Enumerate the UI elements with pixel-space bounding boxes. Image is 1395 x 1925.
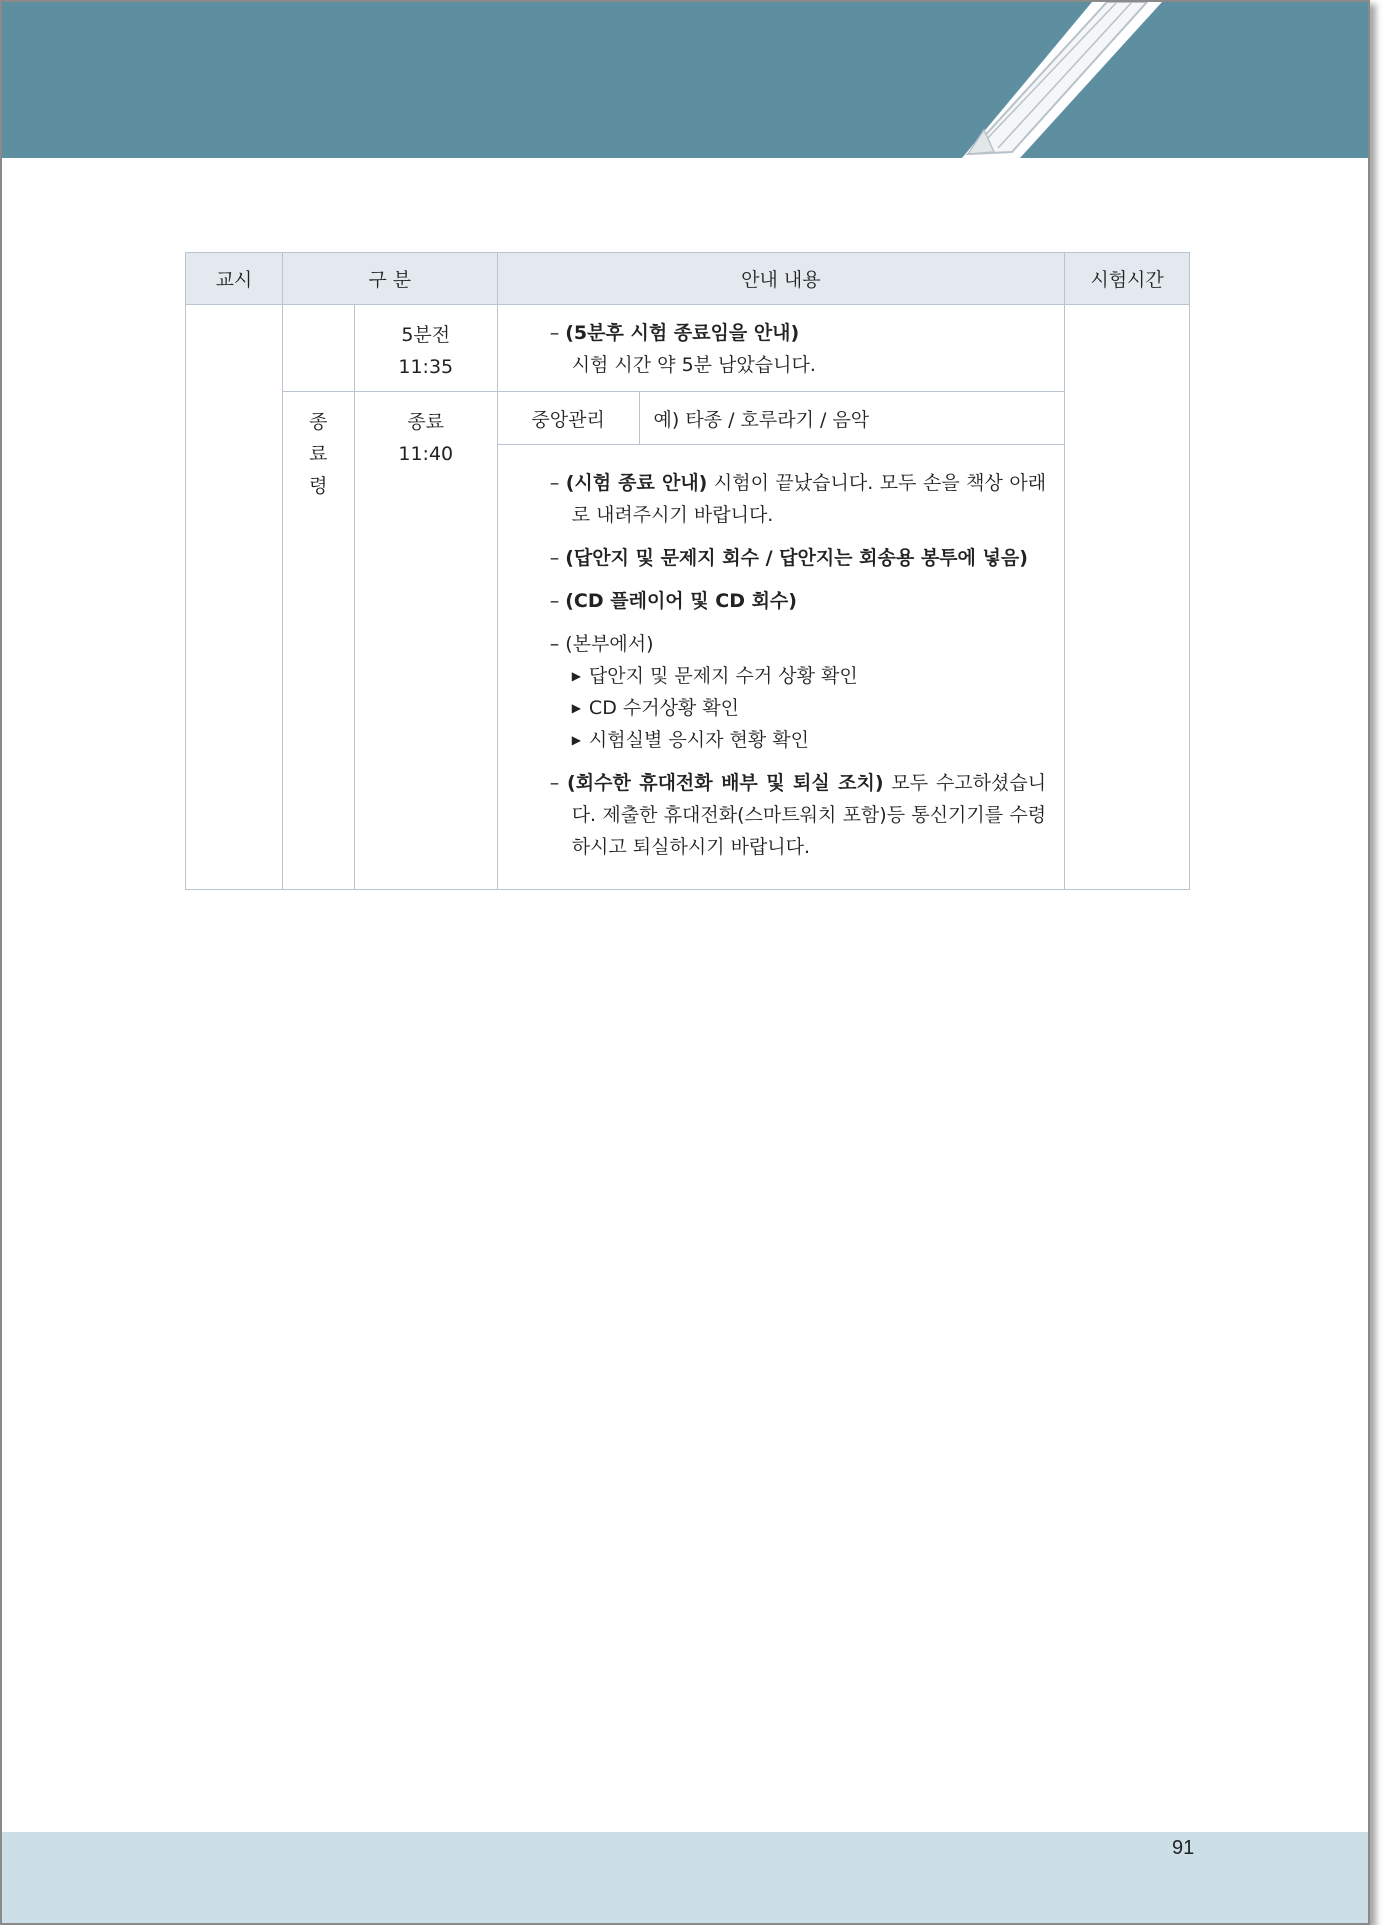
header-content: 안내 내용 [497, 253, 1064, 305]
hq-list-item: ▶ 시험실별 응시자 현황 확인 [571, 729, 809, 751]
notice-item: – (답안지 및 문제지 회수 / 답안지는 회송용 봉투에 넣음) [549, 547, 1028, 569]
page-number: 91 [1172, 1837, 1195, 1859]
hq-list-item: ▶ CD 수거상황 확인 [571, 697, 740, 719]
notice-item: – (시험 종료 안내) 시험이 끝났습니다. 모두 손을 책상 아래로 내려주시기 바랍니다. [549, 472, 1047, 526]
hq-title: – (본부에서) [549, 633, 654, 655]
notice-text: 시험이 끝났습니다. 모두 손을 책상 아래로 내려주시기 바랍니다. [571, 472, 1047, 526]
time-label: 5분전 [401, 324, 451, 346]
category-char: 령 [309, 475, 328, 497]
category-cell-end [282, 392, 354, 890]
triangle-bullet-icon: ▶ [571, 669, 581, 683]
time-cell-5min [354, 305, 497, 392]
time-label: 종료 [407, 411, 445, 433]
content-cell-end [497, 445, 1064, 890]
notice-item: – (회수한 휴대전화 배부 및 퇴실 조치) 모두 수고하셨습니다. 제출한 휴대전화(스마트워치 포함)등 통신기기를 수령하시고 퇴실하시기 바랍니다. [549, 772, 1047, 858]
triangle-bullet-icon: ▶ [571, 701, 581, 715]
header-period: 교시 [186, 253, 283, 305]
time-cell-end [354, 392, 497, 890]
notice-item: – (5분후 시험 종료임을 안내) 시험 시간 약 5분 남았습니다. [549, 322, 816, 376]
category-char: 료 [309, 443, 328, 465]
time-value: 11:35 [398, 356, 454, 378]
category-char: 종 [309, 411, 328, 433]
notice-bold: (5분후 시험 종료임을 안내) [565, 322, 800, 344]
notice-bold: (CD 플레이어 및 CD 회수) [565, 590, 797, 612]
exam-time-cell [1065, 305, 1190, 890]
category-cell-empty [282, 305, 354, 392]
header-category: 구 분 [282, 253, 497, 305]
content-cell-5min [497, 305, 1064, 392]
triangle-bullet-icon: ▶ [571, 733, 581, 747]
table-row [186, 392, 1190, 445]
notice-text: 시험 시간 약 5분 남았습니다. [571, 354, 816, 376]
management-label: 중앙관리 [497, 392, 639, 445]
notice-bold: (시험 종료 안내) [565, 472, 708, 494]
table-row [186, 305, 1190, 392]
notice-bold: (답안지 및 문제지 회수 / 답안지는 회송용 봉투에 넣음) [565, 547, 1028, 569]
exam-guide-table [185, 252, 1190, 890]
notice-item: – (CD 플레이어 및 CD 회수) [549, 590, 797, 612]
period-cell [186, 305, 283, 890]
notice-text: 모두 수고하셨습니다. 제출한 휴대전화(스마트워치 포함)등 통신기기를 수령하시고 퇴실하시기 바랍니다. [571, 772, 1047, 858]
time-value: 11:40 [398, 443, 454, 465]
footer-band [2, 1832, 1368, 1925]
table-header-row [186, 253, 1190, 305]
header-exam-time: 시험시간 [1065, 253, 1190, 305]
management-value: 예) 타종 / 호루라기 / 음악 [639, 392, 1065, 445]
notice-bold: (회수한 휴대전화 배부 및 퇴실 조치) [567, 772, 884, 794]
part-label: Part Ⅲ. 참고 자료 [1052, 126, 1180, 145]
hq-list-item: ▶ 답안지 및 문제지 수거 상황 확인 [571, 665, 858, 687]
